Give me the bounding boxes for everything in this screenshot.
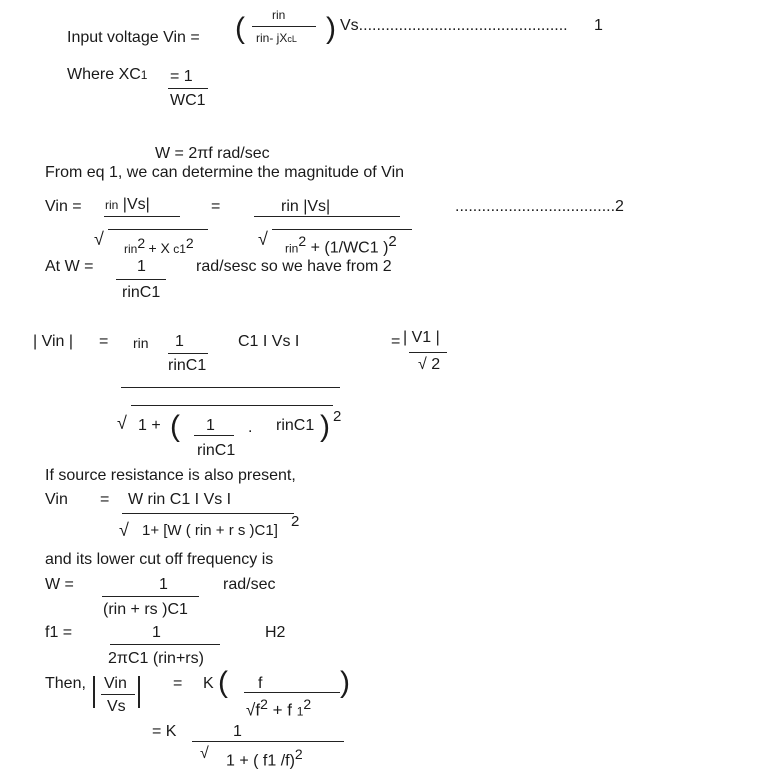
vin-mag-equals: = (99, 333, 109, 350)
w-definition: W = 2πf rad/sec (155, 145, 270, 162)
f1-denominator: 2πC1 (rin+rs) (108, 650, 204, 667)
f1-fraction-bar (110, 644, 220, 645)
vin-mag-lhs: | Vin | (33, 333, 74, 350)
vin-mag-inner-bar2 (194, 435, 234, 436)
vin-mag-rparen: ) (320, 410, 330, 443)
vin-mag-rinc1: rinC1 (168, 357, 207, 374)
source-sqrt: √ (119, 520, 129, 540)
f1-unit: H2 (265, 624, 286, 641)
vin-mag-square: 2 (333, 408, 342, 425)
eq2-sqrt2: √ (258, 229, 268, 249)
eq2-leader: ....................................2 (455, 198, 624, 215)
lower-text: and its lower cut off frequency is (45, 551, 274, 568)
then-abs-left (93, 676, 95, 708)
eq1-fraction-bar (252, 26, 316, 27)
then-lparen: ( (218, 666, 228, 699)
vin-mag-rhs-equals: = (391, 333, 401, 350)
vin-mag-inner-bar (168, 353, 208, 354)
eq2-sqrt1-bar (108, 229, 208, 230)
at-w-label: At W = (45, 258, 94, 275)
lower-fraction-bar (102, 596, 199, 597)
xc-fraction-bar (168, 88, 208, 89)
lower-lhs: W = (45, 576, 74, 593)
xc-numerator: = 1 (170, 68, 193, 85)
source-equals: = (100, 491, 110, 508)
vin-mag-sqrt: √ (117, 413, 127, 433)
eq1-number: 1 (594, 17, 603, 34)
vin-mag-v1-bar (409, 352, 447, 353)
source-denominator: 1+ [W ( rin + r s )C1] (142, 522, 278, 539)
then-abs-right (138, 676, 140, 708)
vin-mag-sqrt2: √ 2 (418, 356, 441, 373)
then-numerator: Vin (104, 675, 127, 692)
vin-mag-rinc1b: rinC1 (197, 442, 236, 459)
vin-mag-rinc1c: rinC1 (276, 417, 315, 434)
eq1-label: Input voltage Vin = (67, 29, 200, 46)
then-eq2: = K (152, 723, 177, 740)
eq1-left-paren: ( (235, 12, 245, 45)
eq2-sqrt1: √ (94, 229, 104, 249)
then-final-bar (192, 741, 344, 742)
vin-mag-rin: rin (133, 335, 149, 351)
eq2-den2: rin$^2$ + (1/WC1 )$^2$ (285, 233, 397, 257)
then-sqrt-den: $√f^2 + f$ $1^2$ (246, 696, 312, 720)
eq1-numerator: rin (272, 8, 286, 22)
then-one: 1 (233, 723, 242, 740)
vin-mag-main-bar (121, 387, 340, 388)
eq2-numerator2: rin |Vs| (281, 198, 331, 215)
source-lhs: Vin (45, 491, 68, 508)
at-w-fraction-bar (116, 279, 166, 280)
f1-lhs: f1 = (45, 624, 73, 641)
lower-unit: rad/sec (223, 576, 276, 593)
eq1-denominator: rin- jXcL (256, 31, 297, 45)
source-text: If source resistance is also present, (45, 467, 296, 484)
vin-mag-sqrt-bar (131, 405, 333, 406)
source-square: 2 (291, 513, 300, 530)
vin-mag-one: 1 (175, 333, 184, 350)
vin-mag-dot: . (248, 419, 253, 436)
eq2-numerator1: rin |Vs| (105, 196, 150, 213)
vin-mag-c1vs: C1 I Vs I (238, 333, 300, 350)
then-fraction-bar (101, 694, 135, 695)
xc-label: Where XC1 (67, 66, 148, 83)
source-fraction-bar (122, 513, 294, 514)
source-numerator: W rin C1 I Vs I (128, 491, 232, 508)
then-inner-bar (244, 692, 340, 693)
xc-denominator: WC1 (170, 92, 206, 109)
at-w-numerator: 1 (137, 258, 146, 275)
eq1-vs-leader: Vs............................................... (340, 17, 568, 34)
eq2-den1: rin$^2$ + X $c1^2$ (124, 235, 194, 256)
then-sqrt: √ (200, 745, 209, 762)
at-w-denominator: rinC1 (122, 284, 161, 301)
then-rparen: ) (340, 666, 350, 699)
vin-mag-one2: 1 (206, 417, 215, 434)
eq1-right-paren: ) (326, 12, 336, 45)
eq2-lhs: Vin = (45, 198, 82, 215)
then-f: f (258, 675, 263, 692)
eq2-fraction-bar1 (104, 216, 180, 217)
f1-numerator: 1 (152, 624, 161, 641)
lower-numerator: 1 (159, 576, 168, 593)
then-denominator: Vs (107, 698, 126, 715)
then-tail: 1 + ( f1 /f)$^2$ (226, 746, 303, 769)
eq2-equals: = (211, 198, 221, 215)
vin-mag-lparen: ( (170, 410, 180, 443)
from-eq1-text: From eq 1, we can determine the magnitude of Vin (45, 164, 405, 181)
then-label: Then, (45, 675, 86, 692)
vin-mag-one-plus: 1 + (138, 417, 161, 434)
then-k: K (203, 675, 214, 692)
then-equals: = (173, 675, 183, 692)
vin-mag-v1: | V1 | (403, 329, 440, 346)
at-w-rest: rad/sesc so we have from 2 (196, 258, 392, 275)
lower-denominator: (rin + rs )C1 (103, 601, 188, 618)
eq2-fraction-bar2 (254, 216, 400, 217)
eq2-sqrt2-bar (272, 229, 412, 230)
